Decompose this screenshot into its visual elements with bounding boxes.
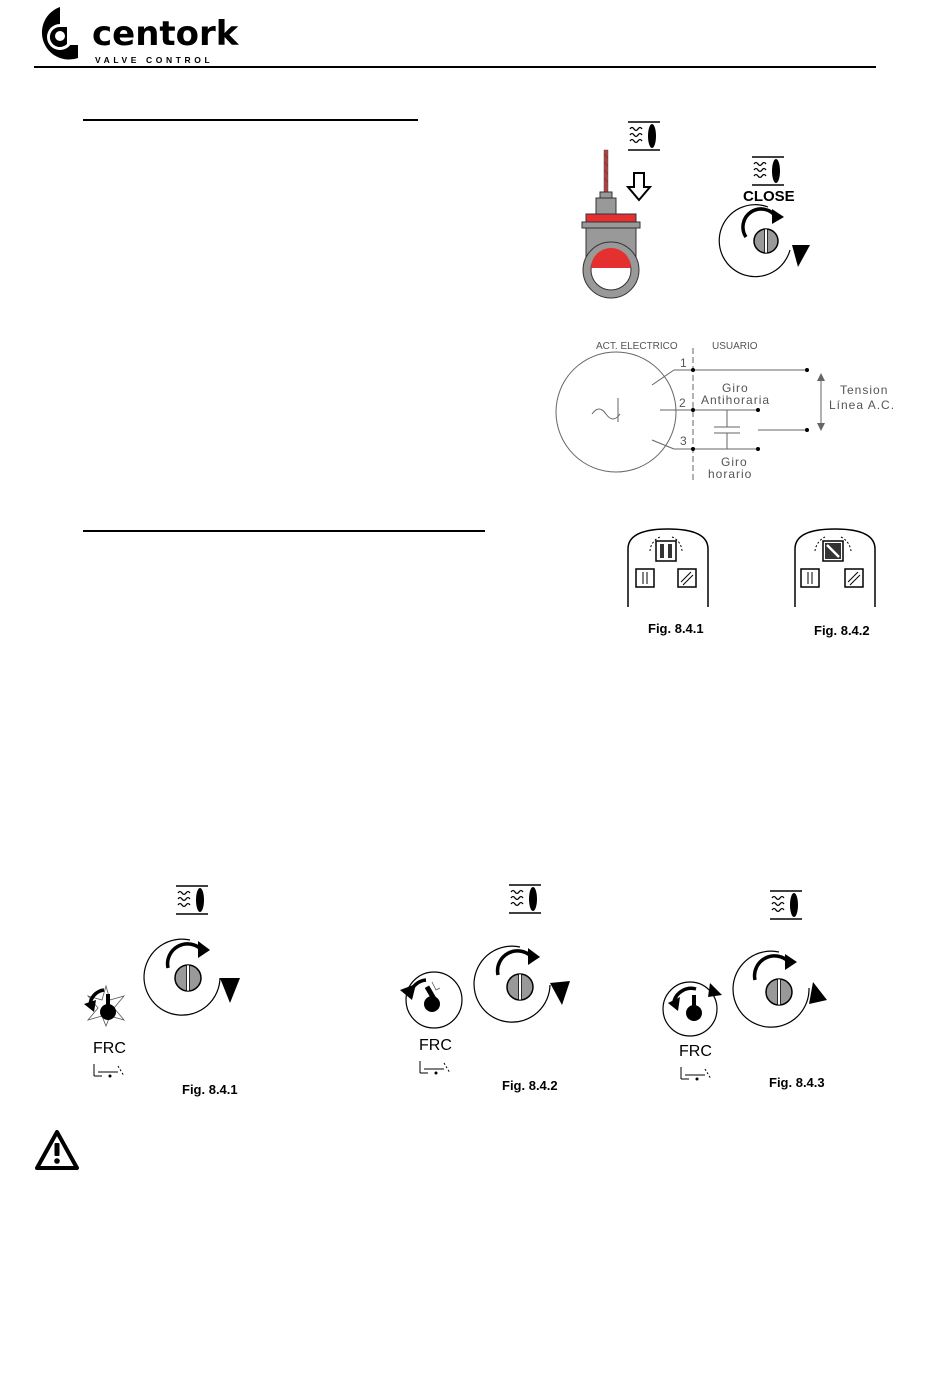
terminal-1: 1 — [680, 356, 688, 370]
ccw-label-2: Antihoraria — [701, 393, 771, 407]
close-label: CLOSE — [743, 188, 795, 205]
limit-switch-icon — [679, 1065, 715, 1081]
terminal-2: 2 — [679, 396, 687, 410]
frc-label-1: FRC — [93, 1040, 126, 1057]
section-heading-rule-2 — [83, 530, 485, 532]
valve-closed-symbol-icon — [507, 883, 543, 915]
ccw-label-1: Giro — [722, 381, 749, 395]
wiring-left-header: ACT. ELECTRICO — [596, 341, 678, 352]
limit-switch-icon — [418, 1059, 454, 1075]
frc-label-3: FRC — [679, 1043, 712, 1060]
frc-cam-icon-2 — [398, 970, 468, 1030]
rotation-dial-3 — [737, 952, 832, 1032]
valve-closed-symbol-icon — [768, 889, 804, 921]
frc-figure-3-caption: Fig. 8.4.3 — [769, 1075, 825, 1090]
cam-figure-1 — [626, 527, 710, 609]
cw-label-1: Giro — [721, 455, 748, 469]
warning-triangle-icon — [34, 1129, 80, 1171]
frc-label-2: FRC — [419, 1037, 452, 1054]
frc-figure-2-caption: Fig. 8.4.2 — [502, 1078, 558, 1093]
rotation-dial-2 — [480, 945, 575, 1025]
valve-drawing — [578, 150, 668, 300]
close-rotation-dial — [728, 205, 818, 285]
cam-figure-2 — [793, 527, 877, 609]
brand-tagline: VALVE CONTROL — [95, 55, 214, 65]
section-heading-rule-1 — [83, 119, 418, 121]
rotation-dial-1 — [150, 938, 245, 1023]
line-label-2: Línea A.C. — [829, 398, 896, 412]
down-arrow-icon — [627, 172, 651, 202]
frc-figure-1-caption: Fig. 8.4.1 — [182, 1082, 238, 1097]
cam-figure-2-caption: Fig. 8.4.2 — [814, 623, 870, 638]
header-divider — [34, 66, 876, 68]
wiring-right-header: USUARIO — [712, 341, 758, 352]
valve-closed-symbol-icon — [174, 884, 210, 916]
valve-closed-symbol-icon — [750, 155, 786, 187]
centork-logo-icon — [34, 5, 84, 67]
terminal-3: 3 — [680, 434, 688, 448]
frc-cam-icon-3 — [660, 975, 730, 1037]
cw-label-2: horario — [708, 467, 753, 481]
brand-name: centork — [92, 14, 239, 54]
limit-switch-icon — [92, 1062, 128, 1078]
valve-closed-symbol-icon — [626, 120, 662, 152]
line-label-1: Tension — [840, 383, 889, 397]
cam-figure-1-caption: Fig. 8.4.1 — [648, 621, 704, 636]
frc-cam-icon-1 — [80, 982, 132, 1026]
